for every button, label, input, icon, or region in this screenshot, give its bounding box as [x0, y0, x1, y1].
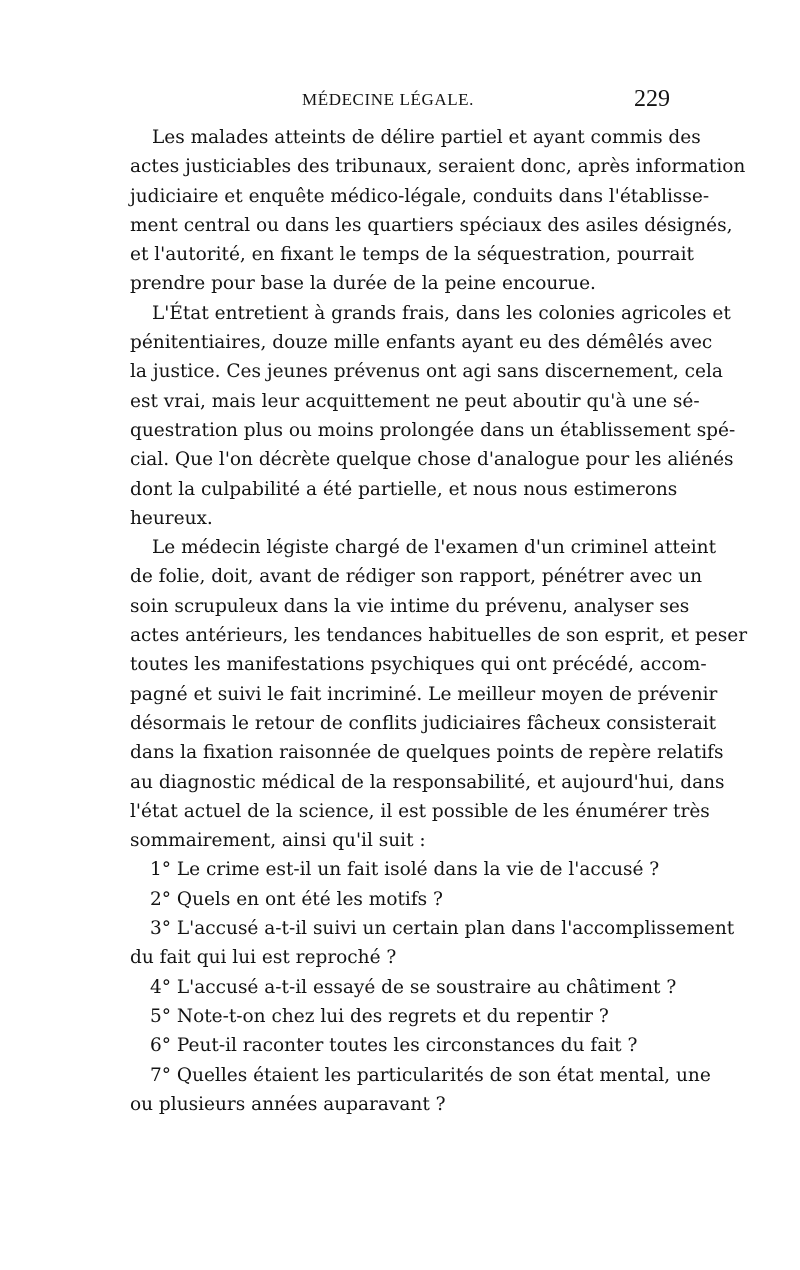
paragraph	[130, 123, 746, 299]
question-item: 2° Quels en ont été les motifs ?	[150, 888, 443, 910]
question-list	[130, 855, 735, 1119]
page-number: 229	[634, 86, 670, 112]
text-line: soin scrupuleux dans la vie intime du prévenu, analyser ses	[130, 595, 690, 617]
text-line: L'État entretient à grands frais, dans les colonies agricoles et	[152, 302, 731, 324]
text-line: au diagnostic médical de la responsabilité, et aujourd'hui, dans	[130, 771, 725, 793]
question-item: 7° Quelles étaient les particularités de son état mental, une	[150, 1064, 711, 1086]
text-line: désormais le retour de conflits judiciaires fâcheux consisterait	[130, 712, 717, 734]
text-line: prendre pour base la durée de la peine encourue.	[130, 273, 596, 295]
text-line: et l'autorité, en fixant le temps de la séquestration, pourrait	[130, 244, 694, 266]
text-line: actes antérieurs, les tendances habituelles de son esprit, et peser	[130, 625, 748, 647]
body-text	[130, 123, 748, 1119]
text-line: sommairement, ainsi qu'il suit :	[130, 830, 426, 852]
text-line: pénitentiaires, douze mille enfants ayant eu des démêlés avec	[130, 332, 713, 354]
question-item: 4° L'accusé a-t-il essayé de se soustraire au châtiment ?	[150, 976, 677, 998]
text-line: questration plus ou moins prolongée dans un établissement spé-	[130, 419, 736, 441]
text-line: dans la fixation raisonnée de quelques points de repère relatifs	[130, 742, 724, 764]
paragraph	[130, 533, 748, 855]
question-item: 5° Note-t-on chez lui des regrets et du repentir ?	[150, 1005, 609, 1027]
question-item: 3° L'accusé a-t-il suivi un certain plan dans l'accomplissement	[150, 918, 735, 940]
text-line: Le médecin légiste chargé de l'examen d'un criminel atteint	[152, 537, 717, 559]
text-line: toutes les manifestations psychiques qui ont précédé, accom-	[130, 654, 707, 676]
text-line: ment central ou dans les quartiers spéciaux des asiles désignés,	[130, 214, 733, 236]
text-line: actes justiciables des tribunaux, seraient donc, après information	[130, 156, 746, 178]
text-line: Les malades atteints de délire partiel et ayant commis des	[152, 127, 701, 148]
question-item-continuation: ou plusieurs années auparavant ?	[130, 1093, 446, 1115]
text-line: de folie, doit, avant de rédiger son rapport, pénétrer avec un	[130, 566, 703, 588]
text-line: la justice. Ces jeunes prévenus ont agi sans discernement, cela	[130, 361, 723, 383]
question-item: 6° Peut-il raconter toutes les circonstances du fait ?	[150, 1035, 638, 1057]
text-line: judiciaire et enquête médico-légale, conduits dans l'établisse-	[130, 185, 710, 207]
running-head	[130, 86, 670, 120]
question-item-continuation: du fait qui lui est reproché ?	[130, 947, 397, 969]
text-line: cial. Que l'on décrète quelque chose d'analogue pour les aliénés	[130, 449, 734, 471]
text-line: pagné et suivi le fait incriminé. Le meilleur moyen de prévenir	[130, 683, 718, 705]
text-line: dont la culpabilité a été partielle, et nous nous estimerons	[130, 478, 678, 500]
text-line: l'état actuel de la science, il est possible de les énumérer très	[130, 800, 710, 822]
running-title: MÉDECINE LÉGALE.	[302, 90, 475, 109]
question-item: 1° Le crime est-il un fait isolé dans la vie de l'accusé ?	[150, 859, 660, 881]
text-line: est vrai, mais leur acquittement ne peut aboutir qu'à une sé-	[130, 390, 700, 412]
paragraph	[130, 299, 736, 533]
text-line: heureux.	[130, 507, 213, 529]
